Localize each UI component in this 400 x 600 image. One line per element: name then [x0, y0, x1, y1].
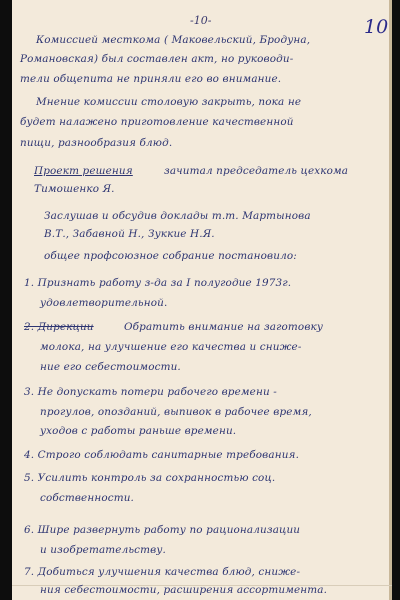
text-line: тели общепита не приняли его во внимание. [20, 73, 282, 85]
text-line: Романовская) был составлен акт, но руководи- [20, 53, 294, 65]
list-item: 6. Шире развернуть работу по рационализации [24, 524, 301, 536]
text-line: Заслушав и обсудив доклады т.т. Мартынова [44, 210, 311, 222]
text-line: Тимошенко Я. [34, 183, 115, 195]
text-line: зачитал председатель цехкома [164, 165, 349, 177]
list-item: 1. Признать работу з-да за I полугодие 1973г. [24, 277, 292, 289]
struck-word: 2. Дирекции [24, 321, 94, 333]
list-item: Обратить внимание на заготовку [124, 321, 324, 333]
text-line: уходов с работы раньше времени. [40, 425, 237, 437]
text-line: молока, на улучшение его качества и сниже- [40, 341, 302, 353]
text-line: ния себестоимости, расширения ассортимента. [40, 584, 328, 596]
text-line: будет налажено приготовление качественной [20, 116, 294, 128]
document-page [12, 0, 392, 600]
list-item: 4. Строго соблюдать санитарные требования. [24, 449, 300, 461]
list-item: 3. Не допускать потери рабочего времени - [24, 386, 277, 398]
section-heading: Проект решения [34, 165, 133, 177]
text-line: и изобретательству. [40, 544, 166, 556]
text-line: общее профсоюзное собрание постановило: [44, 250, 297, 262]
text-line: удовлетворительной. [40, 297, 168, 309]
text-line: ние его себестоимости. [40, 361, 181, 373]
text-line: прогулов, опозданий, выпивок в рабочее время, [40, 406, 312, 418]
text-line: Комиссией месткома ( Маковельский, Бродуна, [36, 34, 311, 46]
list-item: 5. Усилить контроль за сохранностью соц. [24, 472, 276, 484]
page-number: -10- [190, 14, 212, 27]
list-item: 7. Добиться улучшения качества блюд, сниже- [24, 566, 301, 578]
text-line: собственности. [40, 492, 134, 504]
corner-page-mark: 10 [364, 16, 389, 38]
text-line: пищи, разнообразия блюд. [20, 137, 173, 149]
text-line: В.Т., Забавной Н., Зуккие Н.Я. [44, 228, 215, 240]
text-line: Мнение комиссии столовую закрыть, пока не [36, 96, 302, 108]
page-edge [389, 0, 392, 600]
